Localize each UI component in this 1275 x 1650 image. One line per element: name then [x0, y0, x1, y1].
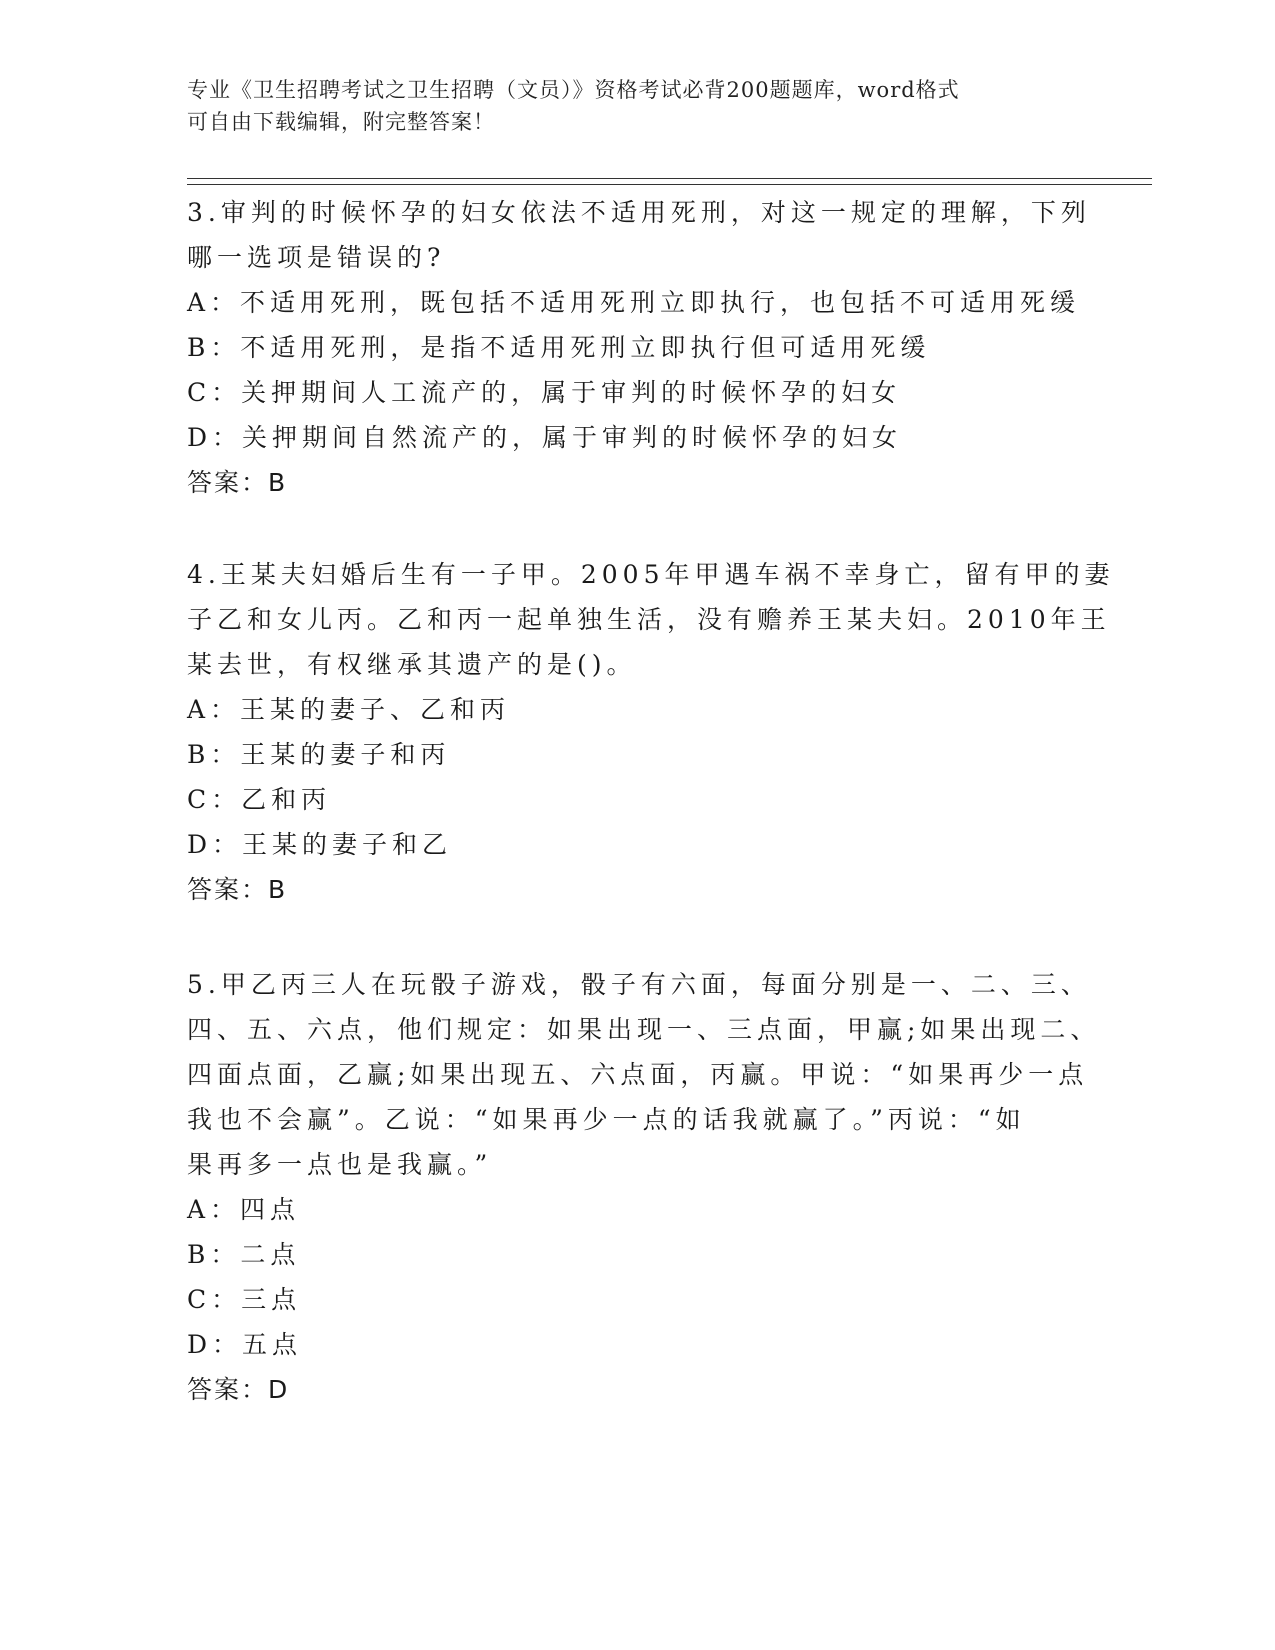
- option-a: A：四点: [187, 1195, 301, 1224]
- option-a: A：王某的妻子、乙和丙: [187, 695, 511, 724]
- answer: 答案：D: [187, 1375, 290, 1404]
- question-text-line: 子乙和女儿丙。乙和丙一起单独生活，没有赡养王某夫妇。2010年王: [187, 605, 1111, 634]
- option-b: B：王某的妻子和丙: [187, 740, 451, 769]
- question-4: [187, 552, 1115, 912]
- option-d: D：五点: [187, 1330, 303, 1359]
- option-d: D：关押期间自然流产的，属于审判的时候怀孕的妇女: [187, 423, 903, 452]
- question-text-line: 四、五、六点，他们规定：如果出现一、三点面，甲赢;如果出现二、: [187, 1015, 1101, 1044]
- option-c: C：乙和丙: [187, 785, 332, 814]
- question-text-line: 果再多一点也是我赢。”: [187, 1150, 493, 1179]
- option-c: C：三点: [187, 1285, 302, 1314]
- document-header: [187, 74, 1087, 138]
- question-text-line: 3.审判的时候怀孕的妇女依法不适用死刑，对这一规定的理解，下列: [187, 198, 1091, 227]
- question-5: [187, 962, 1101, 1412]
- header-divider-bottom: [187, 184, 1152, 185]
- question-3: [187, 190, 1091, 505]
- question-text-line: 某去世，有权继承其遗产的是()。: [187, 650, 637, 679]
- header-divider-top: [187, 178, 1152, 179]
- option-c: C：关押期间人工流产的，属于审判的时候怀孕的妇女: [187, 378, 902, 407]
- question-text-line: 哪一选项是错误的?: [187, 243, 446, 272]
- option-d: D：王某的妻子和乙: [187, 830, 453, 859]
- answer: 答案：B: [187, 875, 288, 904]
- question-text-line: 四面点面，乙赢;如果出现五、六点面，丙赢。甲说：“如果再少一点: [187, 1060, 1089, 1089]
- option-b: B：不适用死刑，是指不适用死刑立即执行但可适用死缓: [187, 333, 931, 362]
- answer: 答案：B: [187, 468, 288, 497]
- question-text-line: 4.王某夫妇婚后生有一子甲。2005年甲遇车祸不幸身亡，留有甲的妻: [187, 560, 1115, 589]
- question-text-line: 5.甲乙丙三人在玩骰子游戏，骰子有六面，每面分别是一、二、三、: [187, 970, 1091, 999]
- option-a: A：不适用死刑，既包括不适用死刑立即执行，也包括不可适用死缓: [187, 288, 1081, 317]
- question-text-line: 我也不会赢”。乙说：“如果再少一点的话我就赢了。”丙说：“如: [187, 1105, 1026, 1134]
- header-line-1: 专业《卫生招聘考试之卫生招聘（文员）》资格考试必背200题题库，word格式: [187, 78, 960, 102]
- option-b: B：二点: [187, 1240, 301, 1269]
- header-line-2: 可自由下载编辑，附完整答案！: [187, 110, 495, 134]
